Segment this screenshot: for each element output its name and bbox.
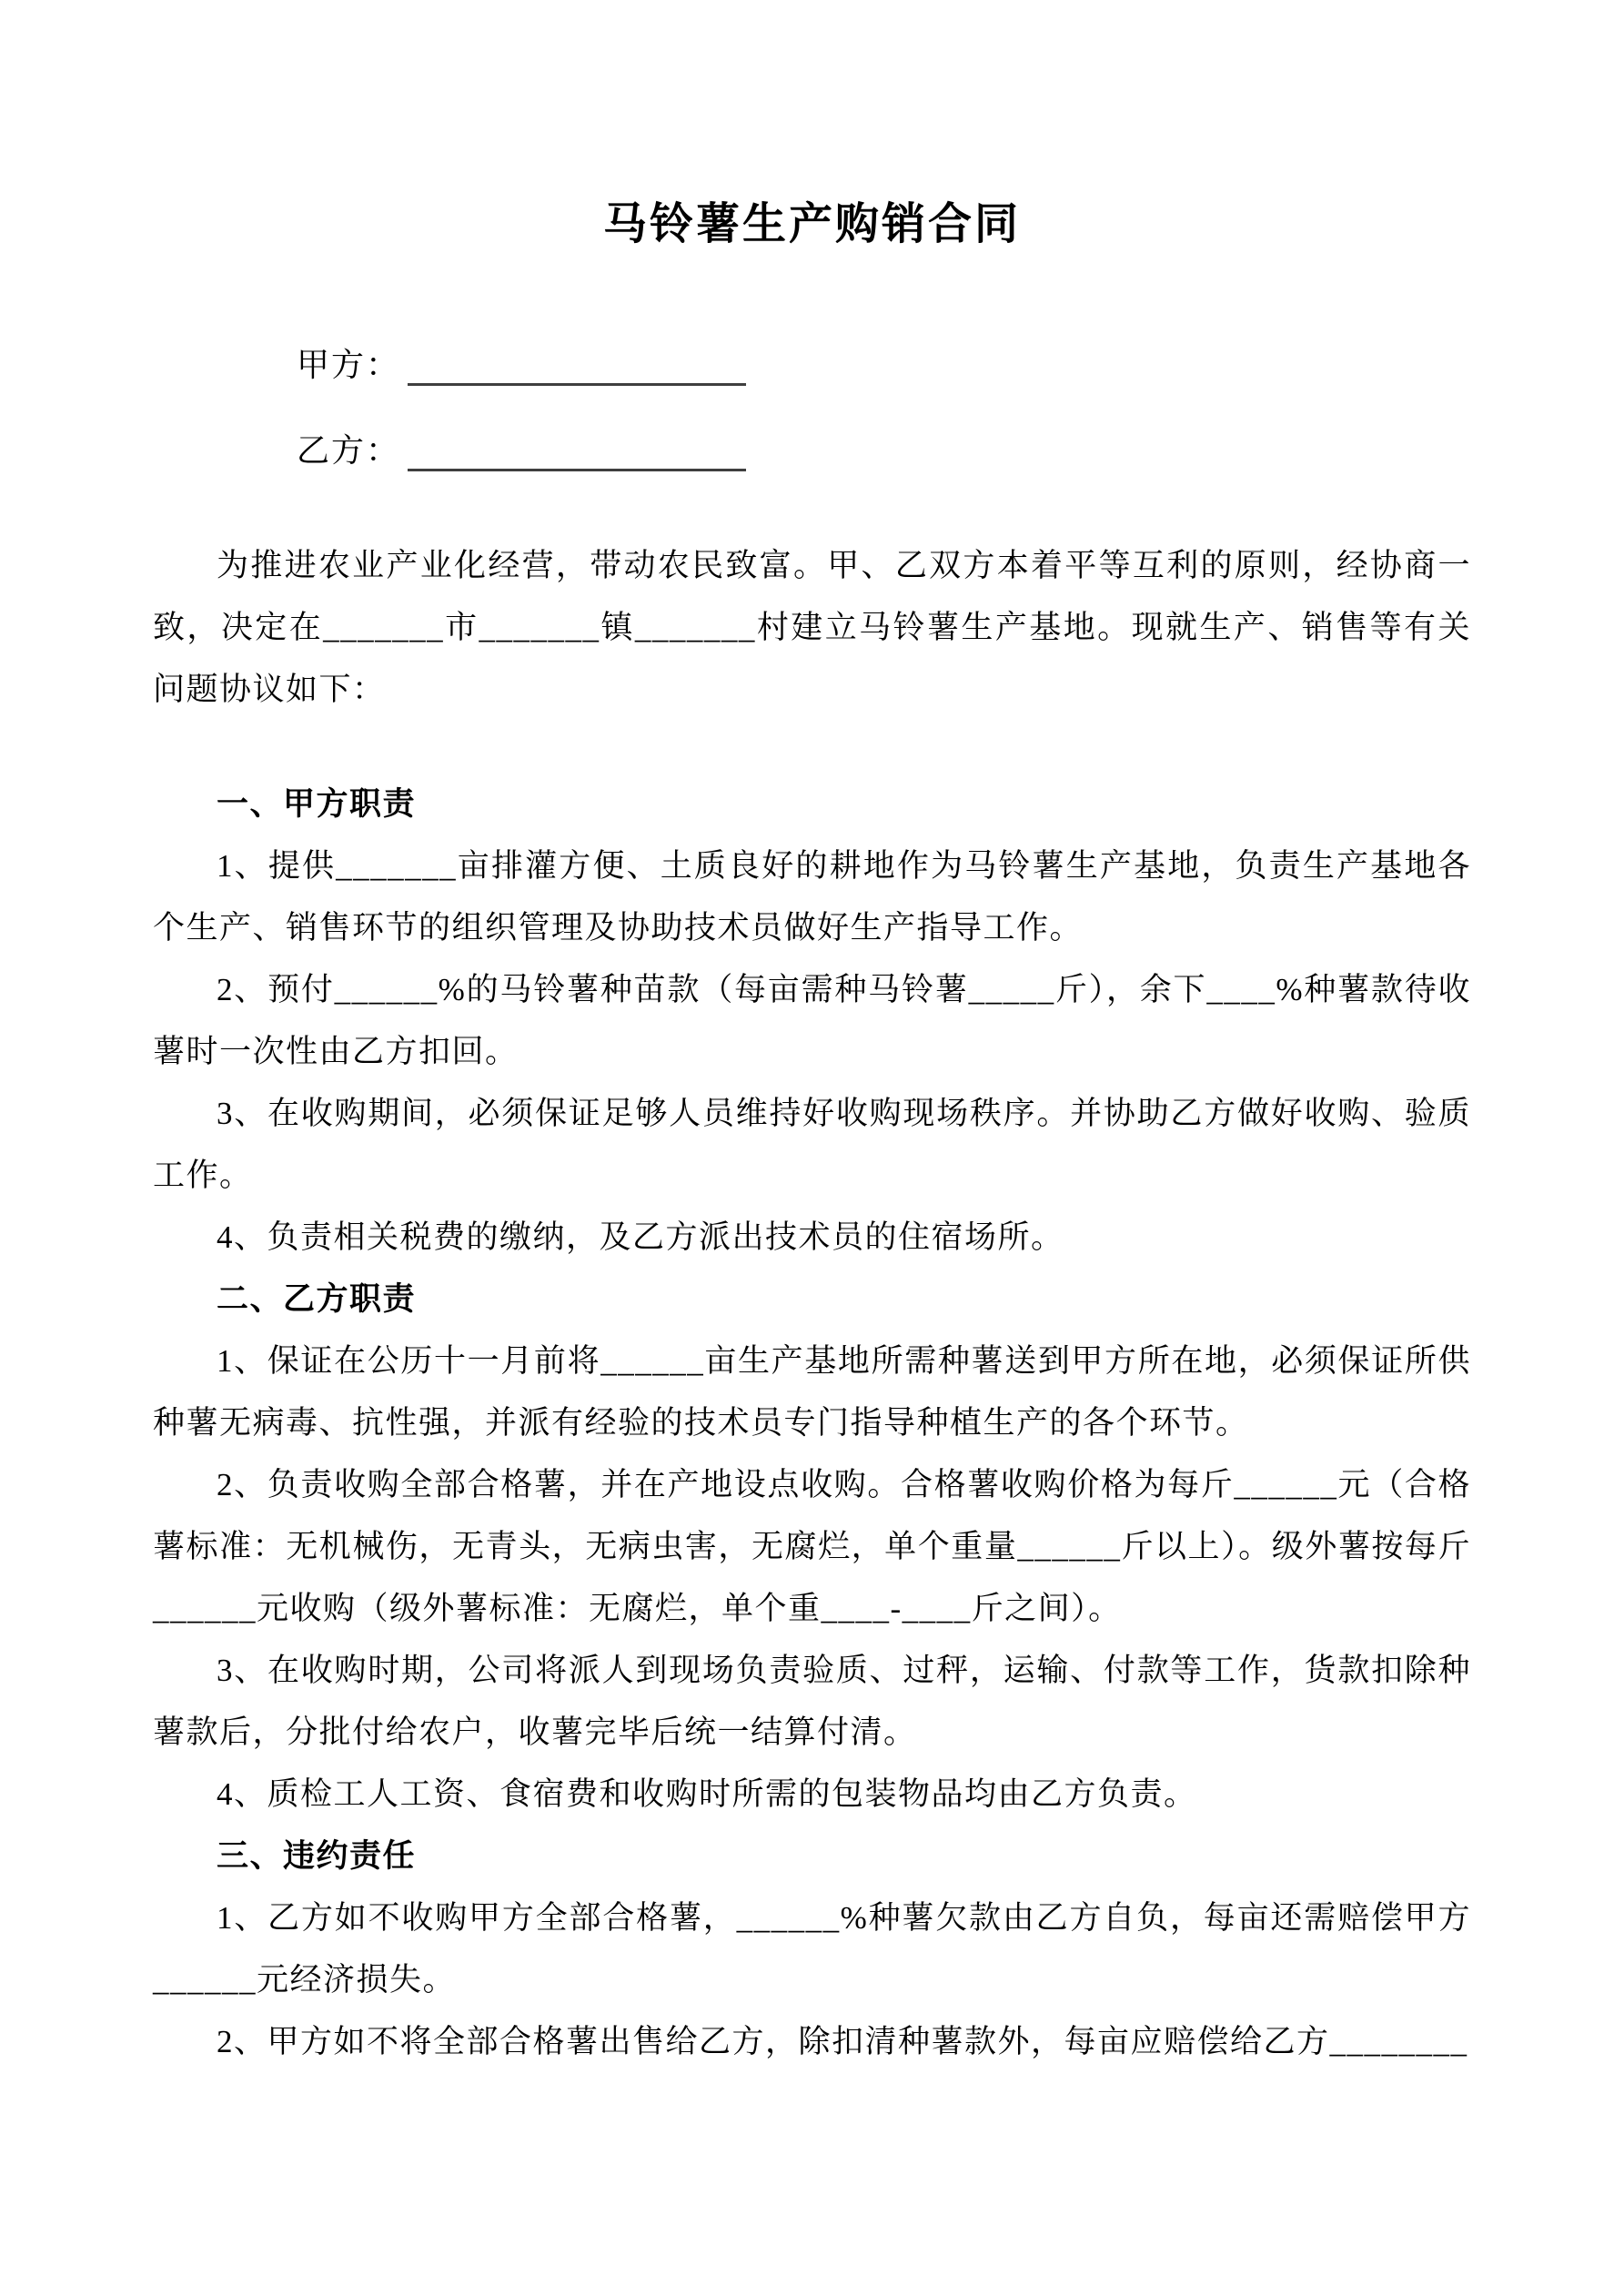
section-1-item-2: 2、预付______%的马铃薯种苗款（每亩需种马铃薯_____斤），余下____%种薯款待收薯时一次性由乙方扣回。 [153, 971, 1471, 1069]
contract-body [153, 535, 1471, 2073]
section-2-item-1: 1、保证在公历十一月前将______亩生产基地所需种薯送到甲方所在地，必须保证所供种薯无病毒、抗性强，并派有经验的技术员专门指导种植生产的各个环节。 [153, 1342, 1471, 1441]
section-2-item-3: 3、在收购时期，公司将派人到现场负责验质、过秤，运输、付款等工作，货款扣除种薯款后，分批付给农户，收薯完毕后统一结算付清。 [153, 1652, 1471, 1750]
section-1-item-1: 1、提供_______亩排灌方便、土质良好的耕地作为马铃薯生产基地，负责生产基地各个生产、销售环节的组织管理及协助技术员做好生产指导工作。 [153, 847, 1471, 946]
party-a-blank-line [408, 343, 746, 386]
intro-paragraph: 为推进农业产业化经营，带动农民致富。甲、乙双方本着平等互利的原则，经协商一致，决定在_______市_______镇_______村建立马铃薯生产基地。现就生产、销售等有关问题协议如下： [153, 547, 1471, 707]
party-a-label: 甲方： [297, 347, 401, 384]
section-3-item-1: 1、乙方如不收购甲方全部合格薯，______%种薯欠款由乙方自负，每亩还需赔偿甲方______元经济损失。 [153, 1899, 1471, 1998]
party-b-blank-line [408, 429, 746, 471]
section-2-item-4: 4、质检工人工资、食宿费和收购时所需的包装物品均由乙方负责。 [217, 1775, 1197, 1812]
section-2-item-2: 2、负责收购全部合格薯，并在产地设点收购。合格薯收购价格为每斤______元（合格薯标准：无机械伤，无青头，无病虫害，无腐烂，单个重量______斤以上）。级外薯按每斤______元收购（级外薯标准：无腐烂，单个重____-____斤之间）。 [153, 1466, 1471, 1626]
section-1-item-4: 4、负责相关税费的缴纳，及乙方派出技术员的住宿场所。 [217, 1219, 1064, 1255]
document-title: 马铃薯生产购销合同 [602, 200, 1021, 248]
section-1-item-3: 3、在收购期间，必须保证足够人员维持好收购现场秩序。并协助乙方做好收购、验质工作。 [153, 1095, 1471, 1193]
section-3-item-2: 2、甲方如不将全部合格薯出售给乙方，除扣清种薯款外，每亩应赔偿给乙方________ [217, 2023, 1468, 2059]
section-3-heading: 三、违约责任 [217, 1837, 417, 1874]
section-2-heading: 二、乙方职责 [217, 1280, 417, 1317]
party-b-label: 乙方： [297, 432, 401, 470]
section-1-heading: 一、甲方职责 [217, 785, 417, 822]
parties-block [297, 335, 1471, 471]
party-b-row [297, 420, 1471, 471]
party-a-row [297, 335, 1471, 386]
section-spacer [153, 721, 1471, 774]
